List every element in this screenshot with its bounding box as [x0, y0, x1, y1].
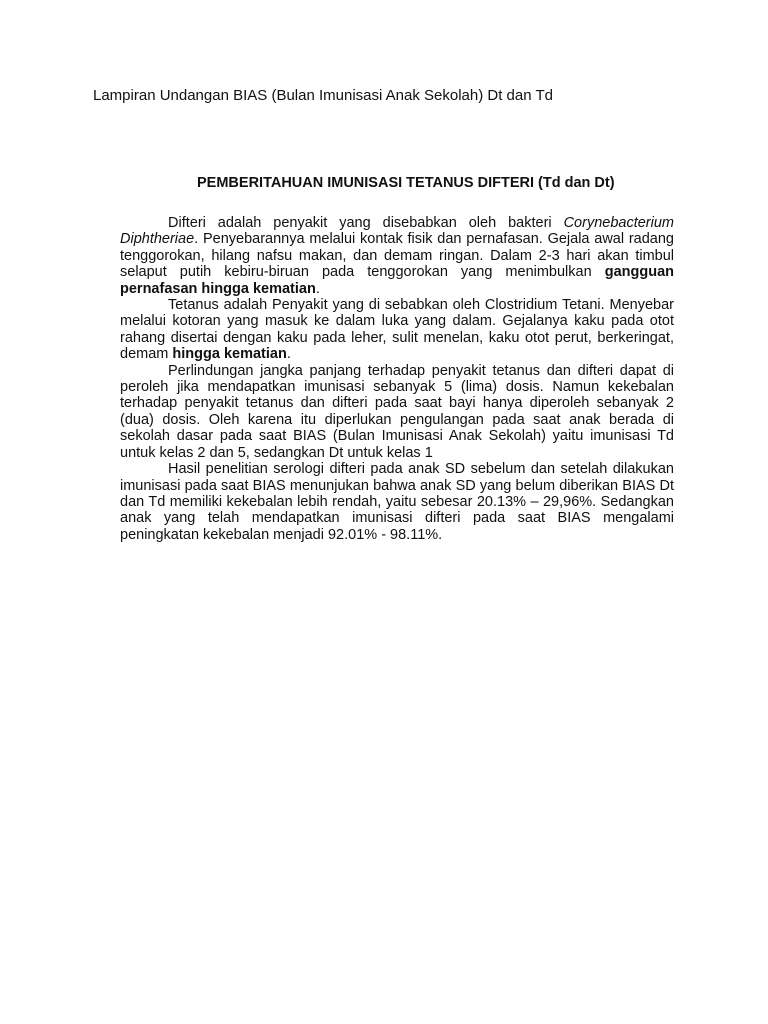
paragraph-text: Perlindungan jangka panjang terhadap penyakit tetanus dan difteri dapat di peroleh jika mendapatkan imunisasi sebanyak 5 (lima) dosis. Namun kekebalan terhadap penyakit tetanus dan difteri pada saat bayi hanya diperoleh sebanyak 2 (dua) dosis. Oleh karena itu diperlukan pengulangan pada saat anak berada di sekolah dasar pada saat BIAS (Bulan Imunisasi Anak Sekolah) yaitu imunisasi Td untuk kelas 2 dan 5, sedangkan Dt untuk kelas 1	[120, 362, 674, 461]
paragraph-text: .	[286, 346, 291, 363]
italic-term: Corynebacterium Diphtheriae	[120, 215, 674, 248]
paragraph-text: .	[315, 280, 320, 297]
paragraph-text: Tetanus adalah Penyakit yang di sebabkan oleh Clostridium Tetani. Menyebar melalui kotoran yang masuk ke dalam luka yang dalam. Gejalanya kaku pada otot rahang disertai dengan kaku pada leher, sulit menelan, kaku otot perut, berkeringat, demam	[120, 297, 674, 363]
paragraph-tetanus	[120, 297, 674, 363]
attachment-header: Lampiran Undangan BIAS (Bulan Imunisasi Anak Sekolah) Dt dan Td	[93, 87, 553, 104]
document-title: PEMBERITAHUAN IMUNISASI TETANUS DIFTERI (Td dan Dt)	[197, 175, 615, 191]
paragraph-hasil-penelitian	[120, 461, 674, 543]
bold-emphasis: gangguan pernafasan hingga kematian	[120, 264, 674, 297]
paragraph-difteri	[120, 215, 674, 297]
paragraph-text: . Penyebarannya melalui kontak fisik dan pernafasan. Gejala awal radang tenggorokan, hilang nafsu makan, dan demam ringan. Dalam 2-3 hari akan timbul selaput putih kebiru-biruan pada tenggorokan yang menimbulkan	[120, 231, 674, 281]
paragraph-perlindungan	[120, 363, 674, 461]
paragraph-text: Hasil penelitian serologi difteri pada anak SD sebelum dan setelah dilakukan imunisasi pada saat BIAS menunjukan bahwa anak SD yang belum diberikan BIAS Dt dan Td memiliki kekebalan lebih rendah, yaitu sebesar 20.13% – 29,96%. Sedangkan anak yang telah mendapatkan imunisasi difteri pada saat BIAS mengalami peningkatan kekebalan menjadi 92.01% - 98.11%.	[120, 461, 674, 543]
paragraph-text: Difteri adalah penyakit yang disebabkan oleh bakteri	[168, 215, 564, 231]
document-body	[120, 215, 674, 543]
bold-emphasis: hingga kematian	[172, 346, 287, 363]
